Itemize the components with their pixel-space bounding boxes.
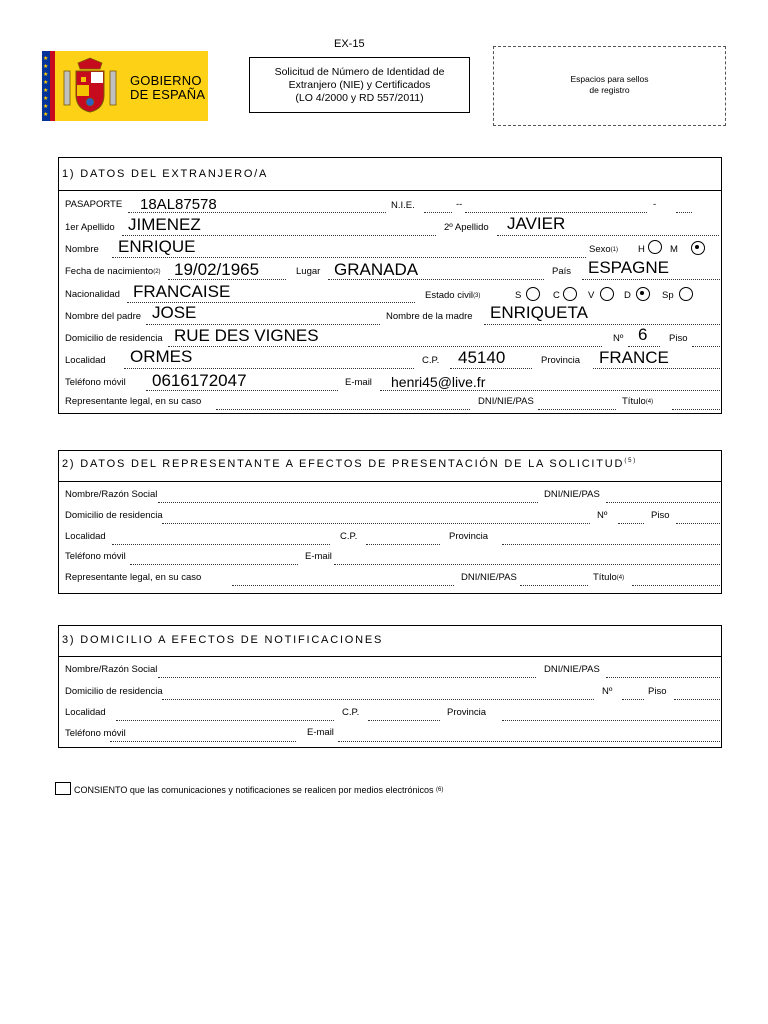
madre-value[interactable]: ENRIQUETA <box>490 303 588 322</box>
estado-v-radio[interactable] <box>600 287 614 301</box>
estado-c-radio[interactable] <box>563 287 577 301</box>
s3-provincia-label: Provincia <box>447 707 487 718</box>
eu-stars: ★ ★ ★ ★ ★ ★ ★ ★ <box>43 56 49 118</box>
s2-cp-label: C.P. <box>340 531 358 542</box>
email-label: E-mail <box>345 377 372 388</box>
s2-dni2-label: DNI/NIE/PAS <box>461 572 517 583</box>
s3-domicilio-label: Domicilio de residencia <box>65 686 163 697</box>
nacionalidad-value[interactable]: FRANCAISE <box>133 282 231 301</box>
provincia-label: Provincia <box>541 355 581 366</box>
s2-localidad-label: Localidad <box>65 531 106 542</box>
dni-label: DNI/NIE/PAS <box>478 396 534 407</box>
consent-text: CONSIENTO que las comunicaciones y notificaciones se realicen por medios electrónicos $^{(6)}$ <box>74 785 444 795</box>
nie-separator-2: - <box>653 199 657 210</box>
estado-v-label: V <box>588 290 595 301</box>
section2-title: 2) DATOS DEL REPRESENTANTE A EFECTOS DE PRESENTACIÓN DE LA SOLICITUD$^{(5)}$ <box>62 458 638 470</box>
nombre-value[interactable]: ENRIQUE <box>118 237 196 256</box>
gobierno-logo <box>42 51 208 121</box>
estado-sp-label: Sp <box>662 290 674 301</box>
s3-telefono-label: Teléfono móvil <box>65 728 126 739</box>
apellido1-label: 1er Apellido <box>65 222 115 233</box>
s3-localidad-label: Localidad <box>65 707 106 718</box>
stamp-line2: de registro <box>589 85 630 95</box>
localidad-label: Localidad <box>65 355 106 366</box>
cp-value[interactable]: 45140 <box>458 348 506 367</box>
coat-of-arms-icon <box>62 57 118 115</box>
sexo-m-label: M <box>670 244 678 255</box>
numero-label: Nº <box>613 333 624 344</box>
email-value[interactable]: henri45@live.fr <box>391 374 486 390</box>
s2-telefono-label: Teléfono móvil <box>65 551 126 562</box>
estado-c-label: C <box>553 290 560 301</box>
s3-email-label: E-mail <box>307 727 334 738</box>
title-line3: (LO 4/2000 y RD 557/2011) <box>295 92 424 104</box>
s2-representante-label: Representante legal, en su caso <box>65 572 202 583</box>
titulo-label: Título$^{(4)}$ <box>622 396 654 407</box>
domicilio-label: Domicilio de residencia <box>65 333 163 344</box>
cp-label: C.P. <box>422 355 440 366</box>
nie-field-2[interactable] <box>465 212 647 213</box>
telefono-value[interactable]: 0616172047 <box>152 371 247 390</box>
stamp-line1: Espacios para sellos <box>570 74 649 84</box>
form-title-box <box>249 57 470 113</box>
sexo-label: Sexo$^{(1)}$ <box>589 244 618 255</box>
gobierno-line2: DE ESPAÑA <box>130 87 206 102</box>
nie-field-3[interactable] <box>676 212 692 213</box>
apellido1-value[interactable]: JIMENEZ <box>128 215 201 234</box>
apellido2-value[interactable]: JAVIER <box>507 214 566 233</box>
fecha-value[interactable]: 19/02/1965 <box>174 260 260 279</box>
nie-separator-1: -- <box>456 199 463 210</box>
padre-label: Nombre del padre <box>65 311 142 322</box>
nie-label: N.I.E. <box>391 200 415 211</box>
form-code: EX-15 <box>334 38 365 50</box>
s2-provincia-label: Provincia <box>449 531 489 542</box>
s3-numero-label: Nº <box>602 686 613 697</box>
localidad-value[interactable]: ORMES <box>130 347 193 366</box>
domicilio-value[interactable]: RUE DES VIGNES <box>174 326 319 345</box>
sexo-h-radio[interactable] <box>648 240 662 254</box>
pasaporte-value[interactable]: 18AL87578 <box>140 196 217 213</box>
s2-dni-label: DNI/NIE/PAS <box>544 489 600 500</box>
section3-divider <box>58 656 721 657</box>
estado-sp-radio[interactable] <box>679 287 693 301</box>
madre-label: Nombre de la madre <box>386 311 473 322</box>
apellido2-label: 2º Apellido <box>444 222 489 233</box>
pasaporte-label: PASAPORTE <box>65 199 123 210</box>
section2-divider <box>58 481 721 482</box>
section1-title: 1) DATOS DEL EXTRANJERO/A <box>62 168 269 180</box>
pais-label: País <box>552 266 572 277</box>
fecha-label: Fecha de nacimiento$^{(2)}$ <box>65 266 161 277</box>
s3-dni-label: DNI/NIE/PAS <box>544 664 600 675</box>
stamp-box <box>493 46 726 126</box>
sexo-m-radio[interactable] <box>691 241 705 255</box>
padre-value[interactable]: JOSE <box>152 303 197 322</box>
consent-checkbox[interactable] <box>55 782 71 795</box>
pais-value[interactable]: ESPAGNE <box>588 258 669 277</box>
lugar-label: Lugar <box>296 266 321 277</box>
title-line2: Extranjero (NIE) y Certificados <box>288 79 431 91</box>
estado-d-radio[interactable] <box>636 287 650 301</box>
s2-domicilio-label: Domicilio de residencia <box>65 510 163 521</box>
provincia-value[interactable]: FRANCE <box>599 348 669 367</box>
piso-label: Piso <box>669 333 688 344</box>
telefono-label: Teléfono móvil <box>65 377 126 388</box>
nombre-label: Nombre <box>65 244 99 255</box>
title-line1: Solicitud de Número de Identidad de <box>274 66 445 78</box>
s2-numero-label: Nº <box>597 510 608 521</box>
s2-piso-label: Piso <box>651 510 670 521</box>
section1-divider <box>58 190 721 191</box>
numero-value[interactable]: 6 <box>638 325 648 344</box>
estado-civil-label: Estado civil$^{(3)}$ <box>425 290 481 301</box>
s2-titulo-label: Título$^{(4)}$ <box>593 572 625 583</box>
s2-nombre-label: Nombre/Razón Social <box>65 489 158 500</box>
representante-label: Representante legal, en su caso <box>65 396 202 407</box>
section3-title: 3) DOMICILIO A EFECTOS DE NOTIFICACIONES <box>62 634 384 646</box>
s3-cp-label: C.P. <box>342 707 360 718</box>
s3-nombre-label: Nombre/Razón Social <box>65 664 158 675</box>
estado-s-radio[interactable] <box>526 287 540 301</box>
estado-d-label: D <box>624 290 631 301</box>
nie-field-1[interactable] <box>424 212 452 213</box>
gobierno-line1: GOBIERNO <box>130 73 202 88</box>
nacionalidad-label: Nacionalidad <box>65 289 120 300</box>
lugar-value[interactable]: GRANADA <box>334 260 419 279</box>
s2-email-label: E-mail <box>305 551 332 562</box>
s3-piso-label: Piso <box>648 686 667 697</box>
sexo-h-label: H <box>638 244 645 255</box>
estado-s-label: S <box>515 290 522 301</box>
